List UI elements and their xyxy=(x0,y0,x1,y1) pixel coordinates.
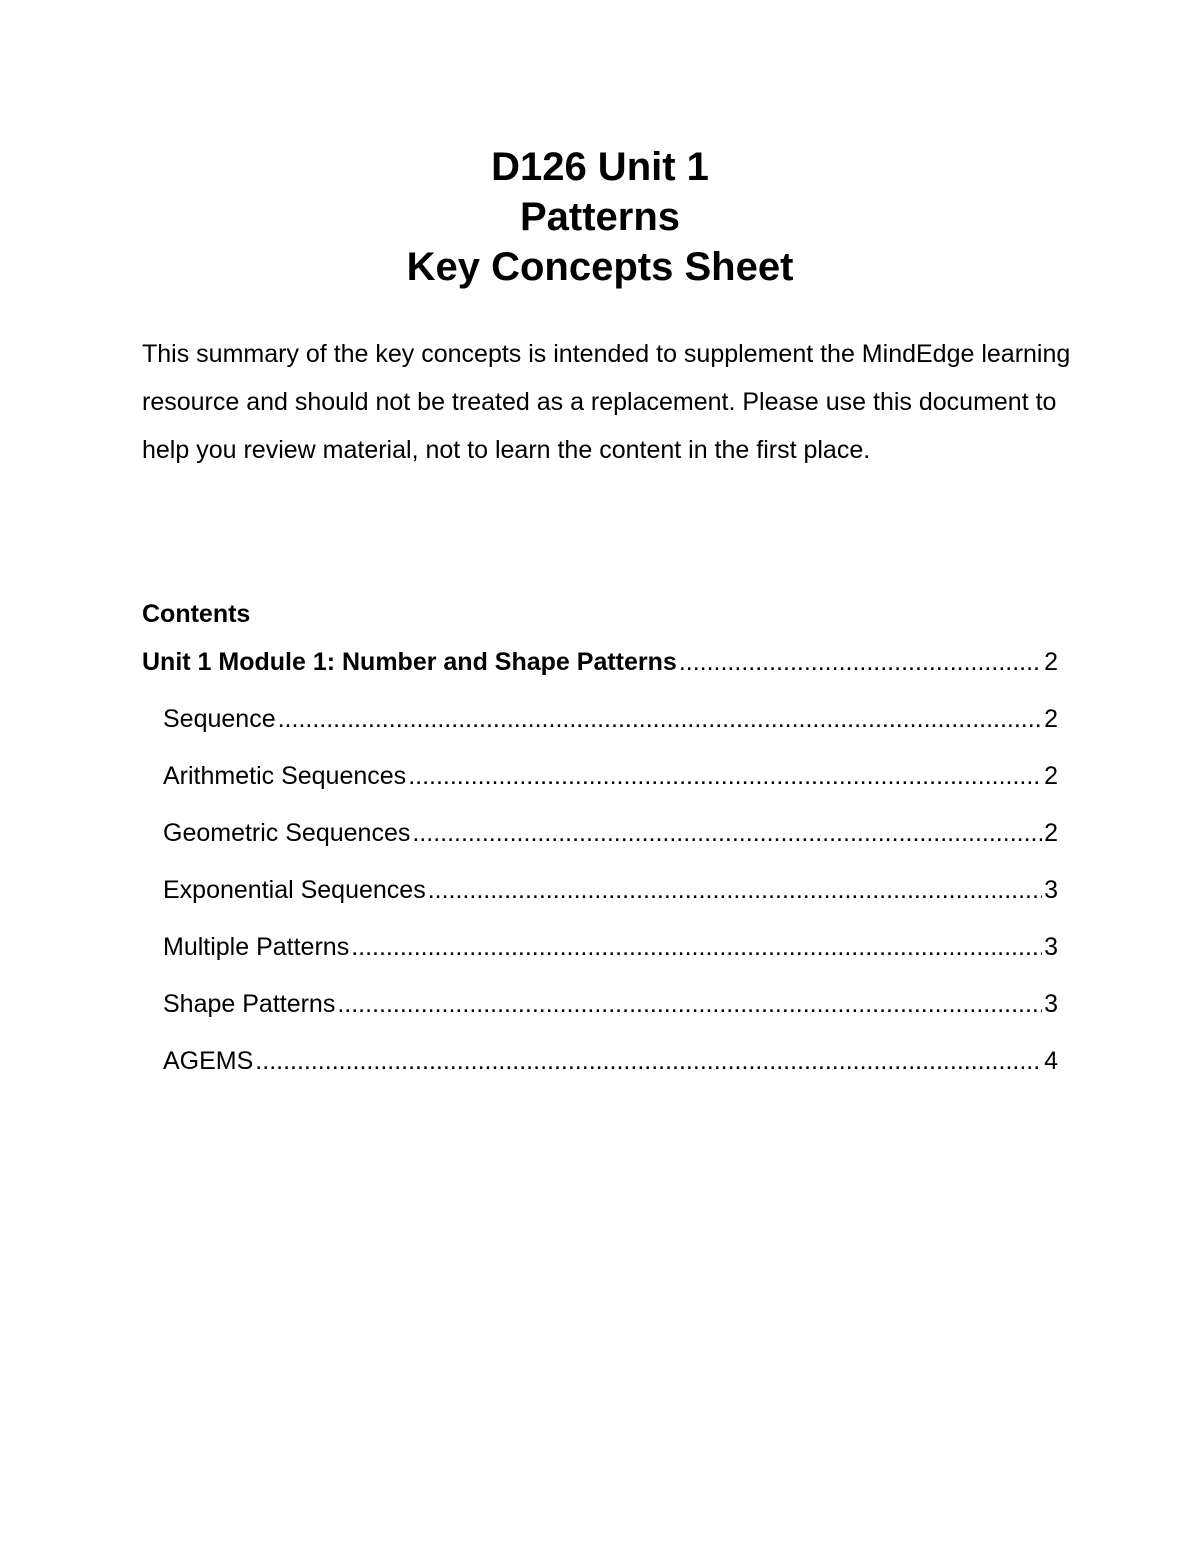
toc-entry-module[interactable] xyxy=(142,642,1058,682)
document-title xyxy=(0,142,1200,292)
toc-entry-exponential-sequences[interactable] xyxy=(142,870,1058,910)
toc-leader-dots xyxy=(337,984,1042,1024)
intro-paragraph: This summary of the key concepts is intended to supplement the MindEdge learning resource and should not be treated as a replacement. Please use this document to help you review material, not to learn the content in the first place. xyxy=(142,340,1071,464)
toc-page-number: 2 xyxy=(1044,705,1058,733)
toc-entry-sequence[interactable] xyxy=(142,699,1058,739)
toc-page-number: 3 xyxy=(1044,933,1058,961)
toc-page-number: 3 xyxy=(1044,990,1058,1018)
toc-entry-label: Multiple Patterns xyxy=(163,933,350,961)
toc-page-number: 4 xyxy=(1044,1047,1058,1075)
toc-entry-label: Unit 1 Module 1: Number and Shape Patterns xyxy=(142,648,677,676)
toc-leader-dots xyxy=(412,813,1042,853)
toc-leader-dots xyxy=(408,756,1042,796)
contents-heading: Contents xyxy=(142,600,251,628)
toc-entry-label: Geometric Sequences xyxy=(163,819,411,847)
toc-entry-label: AGEMS xyxy=(163,1047,254,1075)
toc-entry-shape-patterns[interactable] xyxy=(142,984,1058,1024)
toc-entry-label: Exponential Sequences xyxy=(163,876,426,904)
title-line-topic: Patterns xyxy=(519,195,681,239)
title-line-sheet: Key Concepts Sheet xyxy=(406,245,794,289)
toc-entry-geometric-sequences[interactable] xyxy=(142,813,1058,853)
toc-entry-multiple-patterns[interactable] xyxy=(142,927,1058,967)
table-of-contents xyxy=(142,642,1058,1098)
toc-leader-dots xyxy=(255,1041,1042,1081)
toc-entry-agems[interactable] xyxy=(142,1041,1058,1081)
toc-entry-label: Shape Patterns xyxy=(163,990,336,1018)
toc-leader-dots xyxy=(351,927,1042,967)
toc-page-number: 2 xyxy=(1044,819,1058,847)
title-line-course: D126 Unit 1 xyxy=(491,145,709,189)
toc-entry-label: Arithmetic Sequences xyxy=(163,762,407,790)
toc-entry-arithmetic-sequences[interactable] xyxy=(142,756,1058,796)
toc-leader-dots xyxy=(428,870,1042,910)
toc-leader-dots xyxy=(278,699,1042,739)
toc-page-number: 2 xyxy=(1044,648,1058,676)
toc-entry-label: Sequence xyxy=(163,705,276,733)
toc-leader-dots xyxy=(679,642,1042,682)
toc-page-number: 2 xyxy=(1044,762,1058,790)
toc-page-number: 3 xyxy=(1044,876,1058,904)
